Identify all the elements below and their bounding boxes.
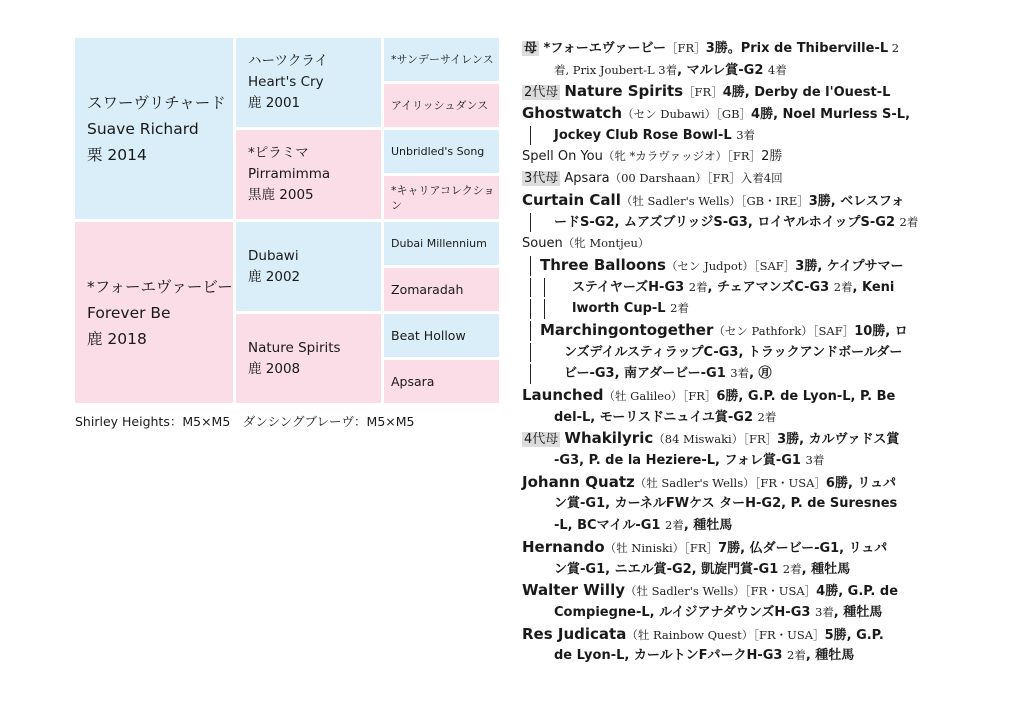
dam-name-en: Forever Be bbox=[87, 303, 171, 322]
sire-dam-cell bbox=[236, 130, 381, 219]
g3-name: アイリッシュダンス bbox=[391, 99, 489, 112]
record-line: Curtain Call（牡 Sadler's Wells）［GB・IRE］3勝, ベレスフォ bbox=[522, 190, 905, 209]
record-line: Compiegne-L, ルイジアナダウンズH-G3 3着, 種牡馬 bbox=[554, 604, 883, 620]
g3-name: Beat Hollow bbox=[391, 328, 466, 343]
dam-sire-cell bbox=[236, 222, 381, 311]
record-line: Launched（牡 Galileo）［FR］6勝, G.P. de Lyon-L, P. Be bbox=[522, 386, 896, 404]
g3-name: *サンデーサイレンス bbox=[391, 53, 494, 66]
g3-name: Apsara bbox=[391, 374, 435, 389]
dd-info: 鹿 2008 bbox=[248, 360, 301, 377]
dam-name-ja: *フォーエヴァービー bbox=[87, 277, 233, 296]
g3-name: Dubai Millennium bbox=[391, 237, 487, 250]
record-line: -G3, P. de la Heziere-L, フォレ賞-G1 3着 bbox=[554, 453, 825, 469]
record-line: ードS-G2, ムアズブリッジS-G3, ロイヤルホイップS-G2 2着 bbox=[522, 212, 952, 234]
sire-cell bbox=[75, 38, 233, 219]
record-line: Three Balloons（セン Judpot）［SAF］3勝, ケイプサマー bbox=[522, 255, 952, 277]
g3-cell bbox=[384, 38, 499, 81]
record-line: 4代母 Whakilyric（84 Miswaki）［FR］3勝, カルヴァドス賞 bbox=[524, 429, 900, 448]
dam-cell bbox=[75, 222, 233, 403]
generation-tag: 母 bbox=[524, 41, 538, 56]
g3-name: *キャリアコレクション bbox=[391, 183, 495, 212]
sd-name-ja: *ピラミマ bbox=[248, 145, 309, 161]
generation-tag: 2代母 bbox=[524, 85, 559, 101]
g3-cell bbox=[384, 176, 499, 219]
record-line: ビー-G3, 南アダービー-G1 3着, ㊊ bbox=[522, 363, 952, 385]
record-line: 2代母 Nature Spirits［FR］4勝, Derby de l'Ouest-L bbox=[524, 82, 891, 101]
g3-cell bbox=[384, 314, 499, 357]
sire-info: 栗 2014 bbox=[87, 145, 147, 164]
g3-name: Unbridled's Song bbox=[391, 145, 485, 158]
g3-cell bbox=[384, 360, 499, 403]
record-line: Hernando（牡 Niniski）［FR］7勝, 仏ダービー-G1, リュパ bbox=[522, 537, 888, 556]
record-line: del-L, モーリスドニュイユ賞-G2 2着 bbox=[554, 409, 777, 425]
ss-name-ja: ハーツクライ bbox=[248, 53, 328, 69]
record-line: de Lyon-L, カールトンFパークH-G3 2着, 種牡馬 bbox=[554, 648, 855, 664]
record-line: Souen（牝 Montjeu） bbox=[522, 236, 650, 252]
g3-cell bbox=[384, 268, 499, 311]
ds-info: 鹿 2002 bbox=[248, 268, 301, 285]
sd-info: 黒鹿 2005 bbox=[248, 187, 314, 203]
sd-name-en: Pirramimma bbox=[248, 166, 331, 182]
ds-name-en: Dubawi bbox=[248, 247, 299, 264]
record-line: ステイヤーズH-G3 2着, チェアマンズC-G3 2着, Keni bbox=[522, 277, 952, 299]
record-line: ンズデイルスティラップC-G3, トラックアンドボールダー bbox=[522, 342, 952, 364]
sire-name-ja: スワーヴリチャード bbox=[87, 93, 226, 112]
record-line: ン賞-G1, ニエル賞-G2, 凱旋門賞-G1 2着, 種牡馬 bbox=[554, 561, 851, 577]
ss-info: 鹿 2001 bbox=[248, 95, 301, 111]
record-line: 母 *フォーエヴァービー［FR］3勝。Prix de Thiberville-L 2 bbox=[524, 41, 900, 56]
record-line: Res Judicata（牡 Rainbow Quest）［FR・USA］5勝, G.P. bbox=[522, 624, 884, 643]
record-line: ン賞-G1, カーネルFWケス ターH-G2, P. de Suresnes bbox=[554, 496, 898, 512]
record-line: Marchingontogether（セン Pathfork）［SAF］10勝, ロ bbox=[522, 320, 952, 342]
sire-sire-cell bbox=[236, 38, 381, 127]
dam-info: 鹿 2018 bbox=[87, 329, 147, 348]
dd-name-en: Nature Spirits bbox=[248, 339, 341, 356]
record-line: -L, BCマイル-G1 2着, 種牡馬 bbox=[554, 518, 733, 534]
record-line: 着, Prix Joubert-L 3着, マルレ賞-G2 4着 bbox=[554, 62, 787, 78]
record-line: Walter Willy（牡 Sadler's Wells）［FR・USA］4勝, G.P. de bbox=[522, 581, 899, 600]
record-line: Jockey Club Rose Bowl-L 3着 bbox=[522, 125, 952, 147]
g3-cell bbox=[384, 222, 499, 265]
ss-name-en: Heart's Cry bbox=[248, 74, 324, 90]
dam-dam-cell bbox=[236, 314, 381, 403]
record-line: 3代母 Apsara（00 Darshaan）［FR］入着4回 bbox=[524, 171, 783, 187]
generation-tag: 3代母 bbox=[524, 171, 559, 187]
record-line: Spell On You（牝 *カラヴァッジオ）［FR］2勝 bbox=[522, 149, 783, 165]
g3-name: Zomaradah bbox=[391, 282, 464, 297]
sire-name-en: Suave Richard bbox=[87, 119, 199, 138]
generation-tag: 4代母 bbox=[524, 432, 559, 448]
record-line: Ghostwatch（セン Dubawi）［GB］4勝, Noel Murless S-L, bbox=[522, 104, 911, 123]
inbreeding-note: Shirley Heights：M5×M5 ダンシングブレーヴ：M5×M5 bbox=[75, 414, 415, 429]
record-line: lworth Cup-L 2着 bbox=[522, 298, 952, 320]
g3-cell bbox=[384, 130, 499, 173]
g3-cell bbox=[384, 84, 499, 127]
family-record bbox=[522, 38, 952, 667]
record-line: Johann Quatz（牡 Sadler's Wells）［FR・USA］6勝, リュパ bbox=[522, 472, 897, 491]
